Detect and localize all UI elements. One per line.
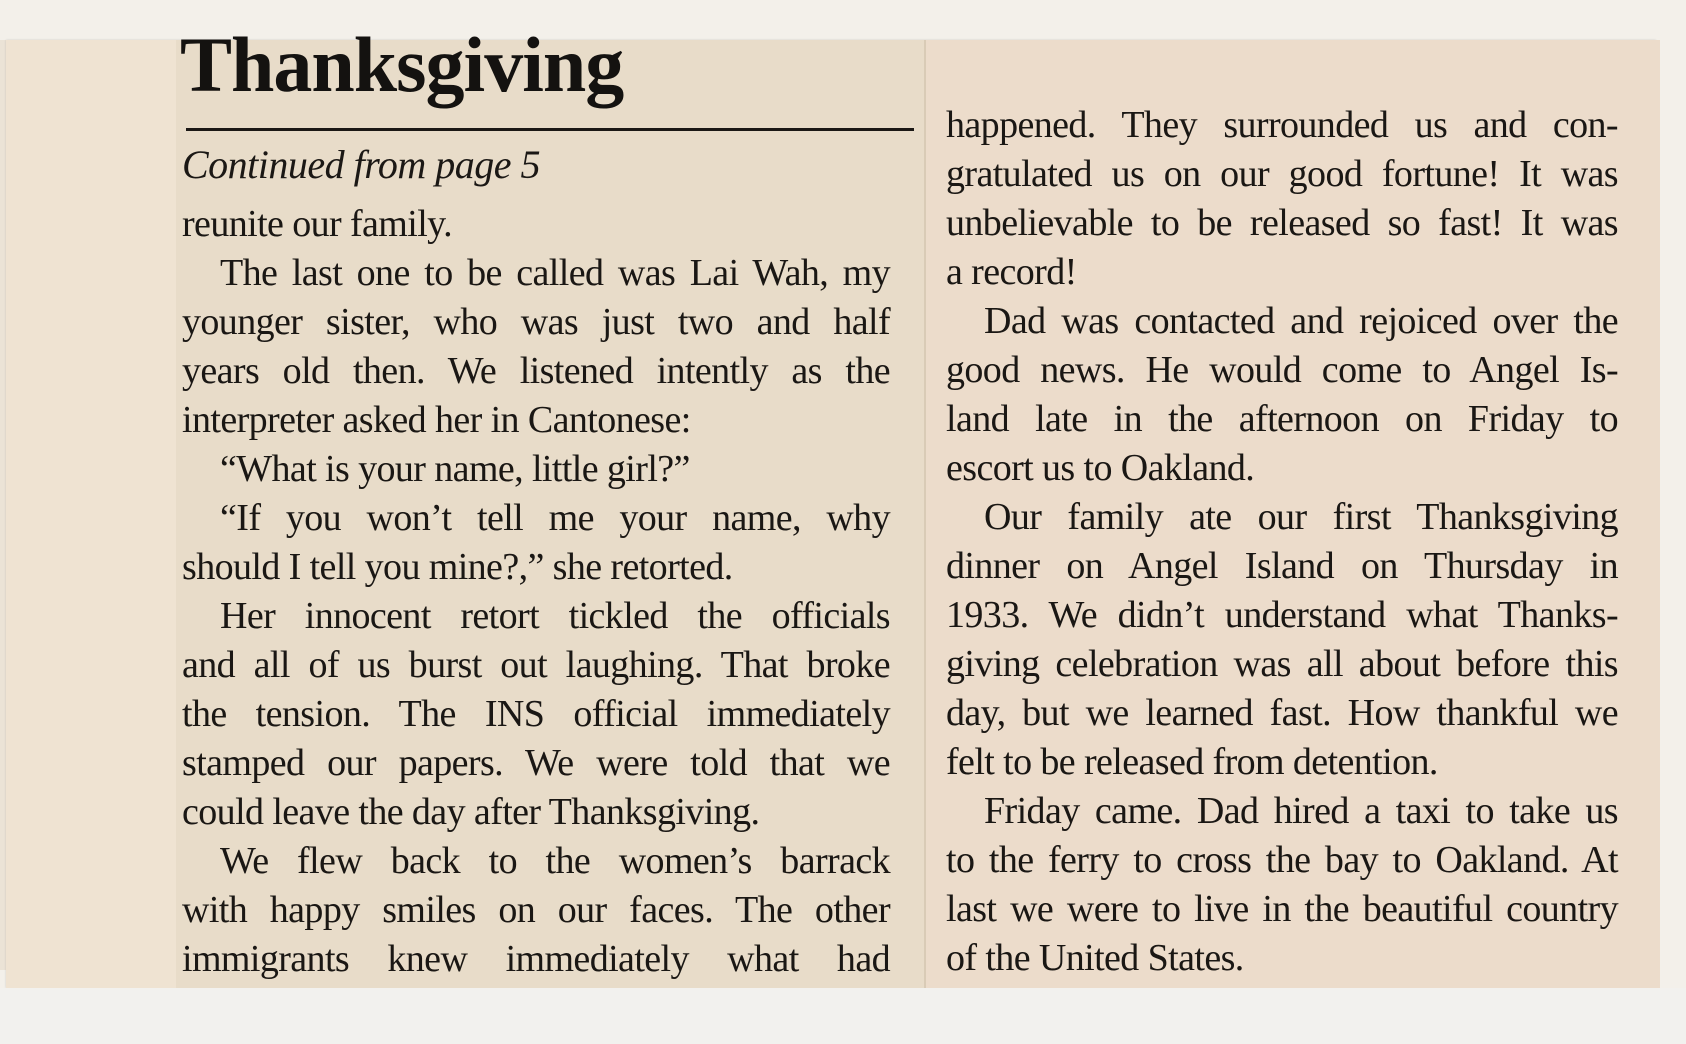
text-line: last we were to live in the beautiful country xyxy=(946,888,1618,930)
text-line: 1933. We didn’t understand what Thanks- xyxy=(946,594,1618,636)
text-line: Dad was contacted and rejoiced over the xyxy=(984,300,1618,342)
right-text-column xyxy=(946,101,1618,983)
text-line: “What is your name, little girl?” xyxy=(220,448,690,490)
text-line: the tension. The INS official immediately xyxy=(182,693,890,735)
text-line: Friday came. Dad hired a taxi to take us xyxy=(984,790,1618,832)
text-line: years old then. We listened intently as the xyxy=(182,350,890,392)
text-line: should I tell you mine?,” she retorted. xyxy=(182,546,733,588)
text-line: with happy smiles on our faces. The other xyxy=(182,889,890,931)
headline-rule xyxy=(186,128,914,131)
text-line: giving celebration was all about before this xyxy=(946,643,1618,685)
text-line: “If you won’t tell me your name, why xyxy=(220,497,890,539)
text-line: reunite our family. xyxy=(182,203,452,245)
text-line: happened. They surrounded us and con- xyxy=(946,104,1618,146)
text-line: stamped our papers. We were told that we xyxy=(182,742,890,784)
text-line: day, but we learned fast. How thankful we xyxy=(946,692,1618,734)
text-line: younger sister, who was just two and half xyxy=(182,301,890,343)
continued-note: Continued from page 5 xyxy=(182,142,540,187)
text-line: Our family ate our first Thanksgiving xyxy=(984,496,1618,538)
text-line: The last one to be called was Lai Wah, my xyxy=(220,252,890,294)
text-line: gratulated us on our good fortune! It was xyxy=(946,153,1618,195)
text-line: unbelievable to be released so fast! It was xyxy=(946,202,1618,244)
text-line: land late in the afternoon on Friday to xyxy=(946,398,1618,440)
text-line: felt to be released from detention. xyxy=(946,741,1438,783)
text-line: good news. He would come to Angel Is- xyxy=(946,349,1618,391)
text-line: and all of us burst out laughing. That broke xyxy=(182,644,890,686)
left-text-column xyxy=(182,200,890,984)
text-line: dinner on Angel Island on Thursday in xyxy=(946,545,1618,587)
text-line: to the ferry to cross the bay to Oakland. At xyxy=(946,839,1618,881)
article-headline: Thanksgiving xyxy=(180,21,624,108)
text-line: escort us to Oakland. xyxy=(946,447,1255,489)
text-line: of the United States. xyxy=(946,937,1244,979)
text-line: Her innocent retort tickled the officials xyxy=(220,595,890,637)
text-line: could leave the day after Thanksgiving. xyxy=(182,791,760,833)
text-line: a record! xyxy=(946,251,1077,293)
scan-bottom-margin xyxy=(0,988,1686,1044)
text-line: immigrants knew immediately what had xyxy=(182,938,890,980)
text-line: We flew back to the women’s barrack xyxy=(220,840,890,882)
column-divider xyxy=(924,40,926,988)
text-line: interpreter asked her in Cantonese: xyxy=(182,399,691,441)
